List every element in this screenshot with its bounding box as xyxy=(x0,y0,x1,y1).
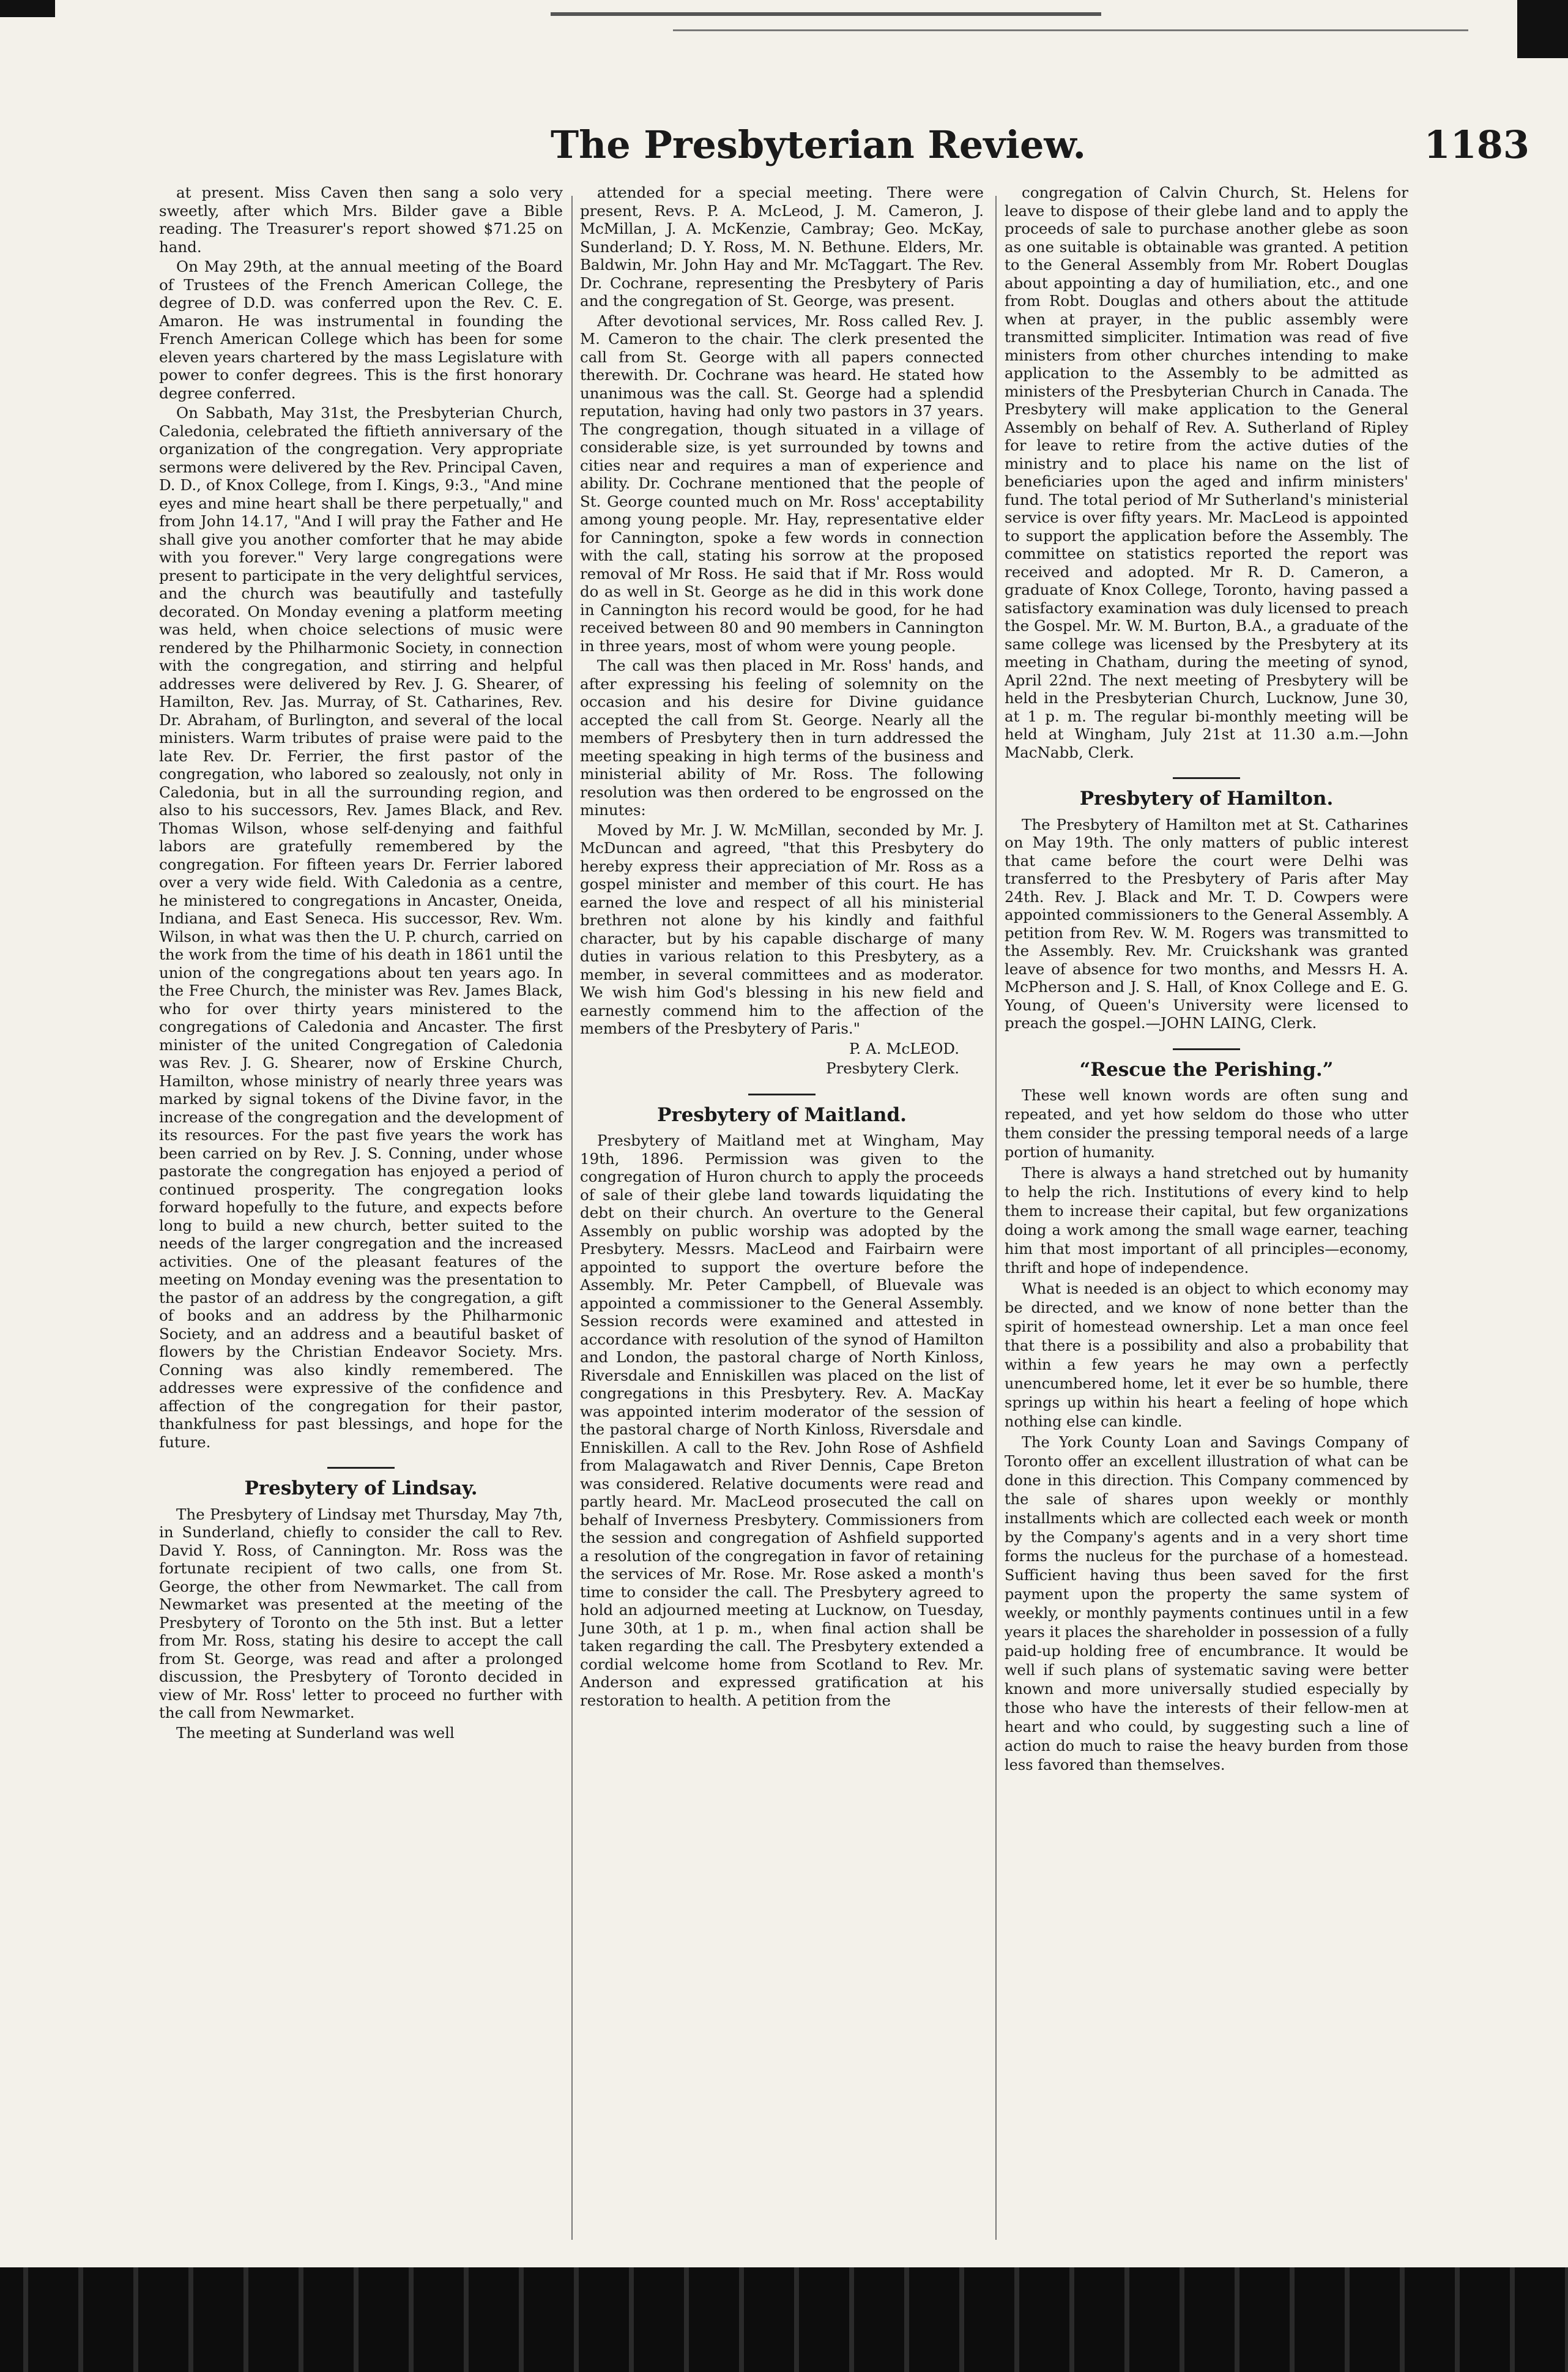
section-rule xyxy=(1173,1048,1240,1050)
section-rule xyxy=(748,1094,816,1095)
page-header xyxy=(159,122,1529,171)
article-paragraph: at present. Miss Caven then sang a solo very sweetly, after which Mrs. Bilder gave a Bible reading. The Treasurer's report showed $71.25 on hand. xyxy=(159,184,563,256)
scan-blot-right xyxy=(1517,0,1568,58)
rescue-article xyxy=(1005,1086,1408,1775)
page-number: 1183 xyxy=(1424,122,1529,167)
article-paragraph: The meeting at Sunderland was well xyxy=(176,1723,455,1742)
scan-bottom-edge xyxy=(0,2267,1568,2372)
article-paragraph: The Presbytery of Lindsay met Thursday, May 7th, in Sunderland, chiefly to consider the call to Rev. David Y. Ross, of Cannington. Mr. Ross was the fortunate recipient of two calls, one from St. George, the other from Newmarket. The call from Newmarket was presented at the meeting of the Presbytery of Toronto on the 5th inst. But a letter from Mr. Ross, stating his desire to accept the call from St. George, was read and after a prolonged discussion, the Presbytery of Toronto decided in view of Mr. Ross' letter to proceed no further with the call from Newmarket. xyxy=(159,1505,563,1721)
scan-blot-left xyxy=(0,0,55,17)
section-rule xyxy=(327,1467,395,1469)
article-paragraph: The call was then placed in Mr. Ross' hands, and after expressing his feeling of solemnity on the occasion and his desire for Divine guidance accepted the call from St. George. Nearly all the members of Presbytery then in turn addressed the meeting speaking in high terms of the business and ministerial ability of Mr. Ross. The following resolution was then ordered to be engrossed on the minutes: xyxy=(580,657,984,819)
column-2 xyxy=(580,184,984,1711)
article-paragraph: On May 29th, at the annual meeting of the Board of Trustees of the French American College, the degree of D.D. was conferred upon the Rev. C. E. Amaron. He was instrumental in founding the French American College which has been for some eleven years chartered by the mass Legislature with power to confer degrees. This is the first honorary degree conferred. xyxy=(159,258,563,402)
scan-streak xyxy=(673,29,1468,31)
section-heading-hamilton: Presbytery of Hamilton. xyxy=(1079,788,1334,810)
section-heading-rescue: “Rescue the Perishing.” xyxy=(1079,1058,1334,1081)
column-rule xyxy=(571,196,573,2240)
section-heading-lindsay: Presbytery of Lindsay. xyxy=(244,1477,478,1499)
running-title: The Presbyterian Review. xyxy=(551,122,1087,167)
article-paragraph: The York County Loan and Savings Company of Toronto offer an excellent illustration of what can be done in this direction. This Company commenced by the sale of shares upon weekly or monthly installments which are collected each week or month by the Company's agents and in a very short time forms the nucleus for the purchase of a homestead. Sufficient having thus been saved for the first payment upon the property the same system of weekly, or monthly payments continues until in a few years it places the shareholder in possession of a fully paid-up holding free of encumbrance. It would be well if such plans of systematic saving were better known and more universally studied especially by those who have the interests of their fellow-men at heart and who could, by suggesting such a line of action do much to raise the heavy burden from those less favored than themselves. xyxy=(1005,1434,1408,1773)
column-1 xyxy=(159,184,563,1744)
article-paragraph: The Presbytery of Hamilton met at St. Catharines on May 19th. The only matters of public interest that came before the court were Delhi was transferred to the Presbytery of Paris after May 24th. Rev. J. Black and Mr. T. D. Cowpers were appointed commissioners to the General Assembly. A petition from Rev. W. M. Rogers was transmitted to the Assembly. Rev. Mr. Cruickshank was granted leave of absence for two months, and Messrs H. A. McPherson and J. S. Hall, of Knox College and E. G. Young, of Queen's University were licensed to preach the gospel.—JOHN LAING, Clerk. xyxy=(1005,815,1408,1032)
article-paragraph: attended for a special meeting. There were present, Revs. P. A. McLeod, J. M. Cameron, J. McMillan, J. A. McKenzie, Cambray; Geo. McKay, Sunderland; D. Y. Ross, M. N. Bethune. Elders, Mr. Baldwin, Mr. John Hay and Mr. McTaggart. The Rev. Dr. Cochrane, representing the Presbytery of Paris and the congregation of St. George, was present. xyxy=(580,184,984,310)
article-paragraph: There is always a hand stretched out by humanity to help the rich. Institutions of every kind to help them to increase their capital, but few organizations doing a work among the small wage earner, teaching him that most important of all principles—economy, thrift and hope of independence. xyxy=(1005,1165,1408,1277)
article-paragraph: These well known words are often sung and repeated, and yet how seldom do those who utter them consider the pressing temporal needs of a large portion of humanity. xyxy=(1005,1087,1408,1161)
article-paragraph: On Sabbath, May 31st, the Presbyterian Church, Caledonia, celebrated the fiftieth anniversary of the organization of the congregation. Very appropriate sermons were delivered by the Rev. Principal Caven, D. D., of Knox College, from I. Kings, 9:3., "And mine eyes and mine heart shall be there perpetually," and from John 14.17, "And I will pray the Father and He shall give you another comforter that he may abide with you forever." Very large congregations were present to participate in the very delightful services, and the church was beautifully and tastefully decorated. On Monday evening a platform meeting was held, when choice selections of music were rendered by the Philharmonic Society, in connection with the congregation, and stirring and helpful addresses were delivered by Rev. J. G. Shearer, of Hamilton, Rev. Jas. Murray, of St. Catharines, Rev. Dr. Abraham, of Burlington, and several of the local ministers. Warm tributes of praise were paid to the late Rev. Dr. Ferrier, the first pastor of the congregation, who labored so zealously, not only in Caledonia, but in all the surrounding region, and also to his successors, Rev. James Black, and Rev. Thomas Wilson, whose self-denying and faithful labors are gratefully remembered by the congregation. For fifteen years Dr. Ferrier labored over a very wide field. With Caledonia as a centre, he ministered to congregations in Ancaster, Oneida, Indiana, and East Seneca. His successor, Rev. Wm. Wilson, in what was then the U. P. church, carried on the work from the time of his death in 1861 until the union of the congregations about ten years ago. In the Free Church, the minister was Rev. James Black, who for over thirty years ministered to the congregations of Caledonia and Ancaster. The first minister of the united Congregation of Caledonia was Rev. J. G. Shearer, now of Erskine Church, Hamilton, whose ministry of nearly three years was marked by signal tokens of the Divine favor, in the increase of the congregation and the development of its resources. For the past five years the work has been carried on by Rev. J. S. Conning, under whose pastorate the congregation has enjoyed a period of continued prosperity. The congregation looks forward hopefully to the future, and expects before long to build a new church, better suited to the needs of the larger congregation and the increased activities. One of the pleasant features of the meeting on Monday evening was the presentation to the pastor of an address by the congregation, a gift of books and an address by the Philharmonic Society, and an address and a beautiful basket of flowers by the Christian Endeavor Society. Mrs. Conning was also kindly remembered. The addresses were expressive of the confidence and affection of the congregation for their pastor, thankfulness for past blessings, and hope for the future. xyxy=(159,404,563,1451)
section-heading-maitland: Presbytery of Maitland. xyxy=(657,1103,907,1126)
article-paragraph: What is needed is an object to which economy may be directed, and we know of none better than the spirit of homestead ownership. Let a man once feel that there is a possibility and also a probability that within a few years he may own a perfectly unencumbered home, let it ever be so humble, there springs up within his heart a feeling of hope which nothing else can kindle. xyxy=(1005,1280,1408,1430)
signature-title: Presbytery Clerk. xyxy=(826,1059,959,1077)
article-paragraph: congregation of Calvin Church, St. Helens for leave to dispose of their glebe land and to apply the proceeds of sale to purchase another glebe as soon as one suitable is obtainable was granted. A petition to the General Assembly from Mr. Robert Douglas about appointing a day of humiliation, etc., and one from Robt. Douglas and others about the attitude when at prayer, in the public assembly were transmitted simpliciter. Intimation was read of five ministers from other churches intending to make application to the Assembly to be admitted as ministers of the Presbyterian Church in Canada. The Presbytery will make application to the General Assembly on behalf of Rev. A. Sutherland of Ripley for leave to retire from the active duties of the ministry and to place his name on the list of beneficiaries upon the aged and infirm ministers' fund. The total period of Mr Sutherland's ministerial service is over fifty years. Mr. MacLeod is appointed to support the application before the Assembly. The committee on statistics reported the report was received and adopted. Mr R. D. Cameron, a graduate of Knox College, Toronto, having passed a satisfactory examination was duly licensed to preach the Gospel. Mr. W. M. Burton, B.A., a graduate of the same college was licensed by the Presbytery at its meeting in Chatham, during the meeting of synod, April 22nd. The next meeting of Presbytery will be held in the Presbyterian Church, Lucknow, June 30, at 1 p. m. The regular bi-monthly meeting will be held at Wingham, July 21st at 11.30 a.m.—John MacNabb, Clerk. xyxy=(1005,184,1408,761)
column-3 xyxy=(1005,184,1408,1777)
section-rule xyxy=(1173,777,1240,779)
scan-top-edge xyxy=(0,0,1568,67)
article-paragraph: Moved by Mr. J. W. McMillan, seconded by Mr. J. McDuncan and agreed, "that this Presbytery do hereby express their appreciation of Mr. Ross as a gospel minister and member of this court. He has earned the love and respect of all his ministerial brethren not alone by his kindly and faithful character, but by his capable discharge of many duties in various relation to this Presbytery, as a member, in several committees and as moderator. We wish him God's blessing in his new field and earnestly commend him to the affection of the members of the Presbytery of Paris." xyxy=(580,821,984,1037)
article-paragraph: Presbytery of Maitland met at Wingham, May 19th, 1896. Permission was given to the congregation of Huron church to apply the proceeds of sale of their glebe land towards liquidating the debt on their church. An overture to the General Assembly on public worship was adopted by the Presbytery. Messrs. MacLeod and Fairbairn were appointed to support the overture before the Assembly. Mr. Peter Campbell, of Bluevale was appointed a commissioner to the General Assembly. Session records were examined and attested in accordance with resolution of the synod of Hamilton and London, the pastoral charge of North Kinloss, Riversdale and Enniskillen was placed on the list of congregations in this Presbytery. Rev. A. MacKay was appointed interim moderator of the session of the pastoral charge of North Kinloss, Riversdale and Enniskillen. A call to the Rev. John Rose of Ashfield from Malagawatch and River Dennis, Cape Breton was considered. Relative documents were read and partly heard. Mr. MacLeod prosecuted the call on behalf of Inverness Presbytery. Commissioners from the session and congregation of Ashfield supported a resolution of the congregation in favor of retaining the services of Mr. Rose. Mr. Rose asked a month's time to consider the call. The Presbytery agreed to hold an adjourned meeting at Lucknow, on Tuesday, June 30th, at 1 p. m., when final action shall be taken regarding the call. The Presbytery extended a cordial welcome home from Scotland to Rev. Mr. Anderson and expressed gratification at his restoration to health. A petition from the xyxy=(580,1132,984,1709)
column-rule xyxy=(995,196,997,2240)
scan-streak xyxy=(551,12,1101,16)
signature-name: P. A. McLEOD. xyxy=(849,1039,959,1057)
article-paragraph: After devotional services, Mr. Ross called Rev. J. M. Cameron to the chair. The clerk presented the call from St. George with all papers connected therewith. Dr. Cochrane was heard. He stated how unanimous was the call. St. George had a splendid reputation, having had only two pastors in 37 years. The congregation, though situated in a village of considerable size, is yet surrounded by towns and cities near and requires a man of experience and ability. Dr. Cochrane mentioned that the people of St. George counted much on Mr. Ross' acceptability among young people. Mr. Hay, representative elder for Cannington, spoke a few words in connection with the call, stating his sorrow at the proposed removal of Mr Ross. He said that if Mr. Ross would do as well in St. George as he did in this work done in Cannington his record would be good, for he had received between 80 and 90 members in Cannington in three years, most of whom were young people. xyxy=(580,311,984,655)
